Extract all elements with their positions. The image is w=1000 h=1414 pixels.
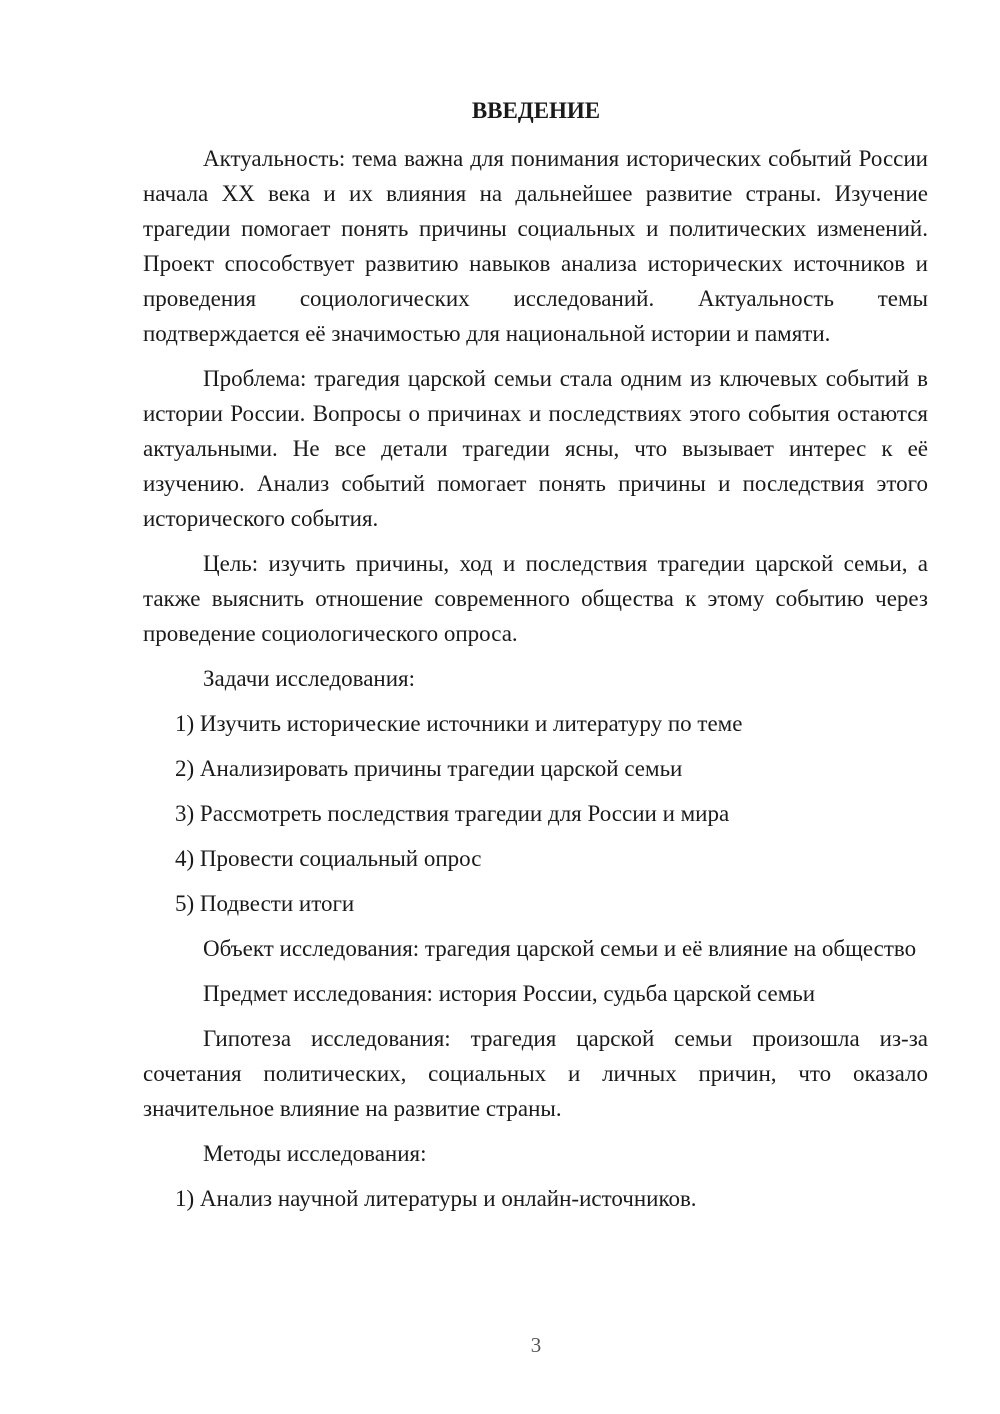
- task-item: 3) Рассмотреть последствия трагедии для России и мира: [175, 801, 730, 826]
- section-heading: ВВЕДЕНИЕ: [471, 98, 601, 123]
- document-body: [143, 141, 928, 1216]
- page-number: 3: [530, 1333, 542, 1357]
- problem-paragraph: Проблема: трагедия царской семьи стала одним из ключевых событий в истории России. Вопросы о причинах и последствиях этого события остаются актуальными. Не все детали трагедии ясны, что вызывает интерес к её изучению. Анализ событий помогает понять причины и последствия этого исторического события.: [143, 366, 928, 531]
- goal-paragraph: Цель: изучить причины, ход и последствия трагедии царской семьи, а также выяснить отношение современного общества к этому событию через проведение социологического опроса.: [143, 551, 928, 646]
- task-item: 5) Подвести итоги: [175, 891, 355, 916]
- task-item: 2) Анализировать причины трагедии царской семьи: [175, 756, 683, 781]
- method-item: 1) Анализ научной литературы и онлайн-источников.: [175, 1186, 697, 1211]
- task-item: 1) Изучить исторические источники и литературу по теме: [175, 711, 743, 736]
- tasks-heading: Задачи исследования:: [203, 666, 416, 691]
- hypothesis-paragraph: Гипотеза исследования: трагедия царской семьи произошла из-за сочетания политических, социальных и личных причин, что оказало значительное влияние на развитие страны.: [143, 1026, 928, 1121]
- methods-heading: Методы исследования:: [203, 1141, 427, 1166]
- subject-paragraph: Предмет исследования: история России, судьба царской семьи: [203, 981, 816, 1006]
- relevance-paragraph: Актуальность: тема важна для понимания исторических событий России начала XX века и их влияния на дальнейшее развитие страны. Изучение трагедии помогает понять причины социальных и политических изменений. Проект способствует развитию навыков анализа исторических источников и проведения социологических исследований. Актуальность темы подтверждается её значимостью для национальной истории и памяти.: [143, 146, 928, 346]
- task-item: 4) Провести социальный опрос: [175, 846, 482, 871]
- object-paragraph: Объект исследования: трагедия царской семьи и её влияние на общество: [203, 936, 917, 961]
